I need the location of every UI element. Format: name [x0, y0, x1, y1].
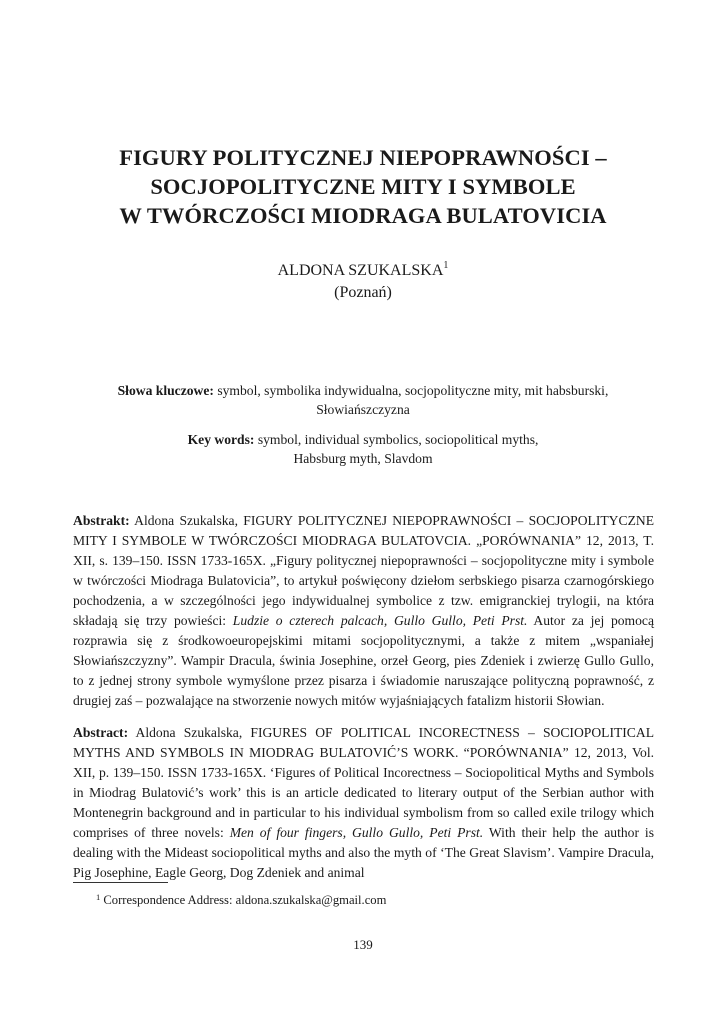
title-line-3: W TWÓRCZOŚCI MIODRAGA BULATOVICIA — [119, 203, 607, 228]
abstract-polish-label: Abstrakt: — [73, 513, 130, 528]
keywords-english-label: Key words: — [187, 432, 255, 447]
article-title — [70, 143, 656, 230]
author-affiliation: (Poznań) — [334, 284, 392, 301]
keywords-polish-text: symbol, symbolika indywidualna, socjopolityczne mity, mit habsburski, — [213, 383, 609, 398]
footnote-text: Correspondence Address: aldona.szukalska@gmail.com — [100, 893, 387, 907]
keywords-english-line-2: Habsburg myth, Slavdom — [293, 451, 433, 466]
abstract-english-label: Abstract: — [73, 725, 129, 740]
page-number: 139 — [353, 937, 373, 952]
author-name: ALDONA SZUKALSKA — [277, 262, 444, 279]
keywords-polish-line-1 — [70, 381, 656, 400]
abstract-english — [73, 723, 654, 883]
abstract-polish-text-2: Autor za jej pomocą rozprawia się z środkowoeuropejskimi mitami socjopolitycznymi, a także z mitem „wspaniałej Słowiańszczyzny”. Wampir Dracula, świnia Josephine, orzeł Georg, pies Zdeniek i zwierzę Gullo Gullo, to z jednej strony symbole wymyślone przez pisarza i świadomie naruszające polityczną poprawność, z drugiej zaś – pozwalające na stworzenie nowych mitów wyjaśniających fatalizm historii Słowian. — [73, 613, 654, 708]
keywords-english-line-1 — [70, 430, 656, 449]
author-block — [70, 260, 656, 304]
author-footnote-mark: 1 — [443, 260, 449, 271]
abstract-polish — [73, 511, 654, 711]
footnote-mark: 1 — [96, 892, 101, 902]
title-line-2: SOCJOPOLITYCZNE MITY I SYMBOLE — [150, 174, 576, 199]
keywords-english — [70, 430, 656, 468]
abstract-polish-text-1: Aldona Szukalska, FIGURY POLITYCZNEJ NIEPOPRAWNOŚCI – SOCJOPOLITYCZNE MITY I SYMBOLE W TWÓRCZOŚCI MIODRAGA BULATOVCIA. „PORÓWNANIA” 12, 2013, T. XII, s. 139–150. ISSN 1733-165X. „Figury politycznej niepoprawności – socjopolityczne mity i symbole w twórczości Miodraga Bulatovicia”, to artykuł poświęcony dziełom serbskiego pisarza czarnogórskiego pochodzenia, a w szczególności jego indywidualnej symbolice z tzw. emigranckiej trylogii, na która składają się trzy powieści: — [73, 513, 654, 628]
keywords-polish-line-2: Słowiańszczyzna — [316, 402, 410, 417]
abstract-english-text-2: With their help the author is dealing with the Mideast sociopolitical myths and also the myth of ‘The Great Slavism’. Vampire Dracula, Pig Josephine, Eagle Georg, Dog Zdeniek and animal — [73, 825, 654, 880]
abstract-english-text-1: Aldona Szukalska, FIGURES OF POLITICAL INCORECTNESS – SOCIOPOLITICAL MYTHS AND SYMBOLS IN MIODRAG BULATOVIĆ’S WORK. “PORÓWNANIA” 12, 2013, Vol. XII, p. 139–150. ISSN 1733-165X. ‘Figures of Political Incorectness – Sociopolitical Myths and Symbols in Miodrag Bulatović’s work’ this is an article dedicated to literary output of the Serbian author with Montenegrin background and in particular to his individual symbolism from so called exile trilogy which comprises of three novels: — [73, 725, 654, 840]
keywords-english-text: symbol, individual symbolics, sociopolitical myths, — [254, 432, 539, 447]
keywords-polish — [70, 381, 656, 419]
keywords-polish-label: Słowa kluczowe: — [117, 383, 214, 398]
title-line-1: FIGURY POLITYCZNEJ NIEPOPRAWNOŚCI – — [119, 145, 607, 170]
abstract-polish-titles: Ludzie o czterech palcach, Gullo Gullo, Peti Prst. — [232, 613, 528, 628]
footnote-divider — [73, 882, 168, 883]
footnote — [96, 892, 386, 908]
author-line — [70, 260, 656, 282]
abstract-english-titles: Men of four fingers, Gullo Gullo, Peti Prst. — [229, 825, 484, 840]
